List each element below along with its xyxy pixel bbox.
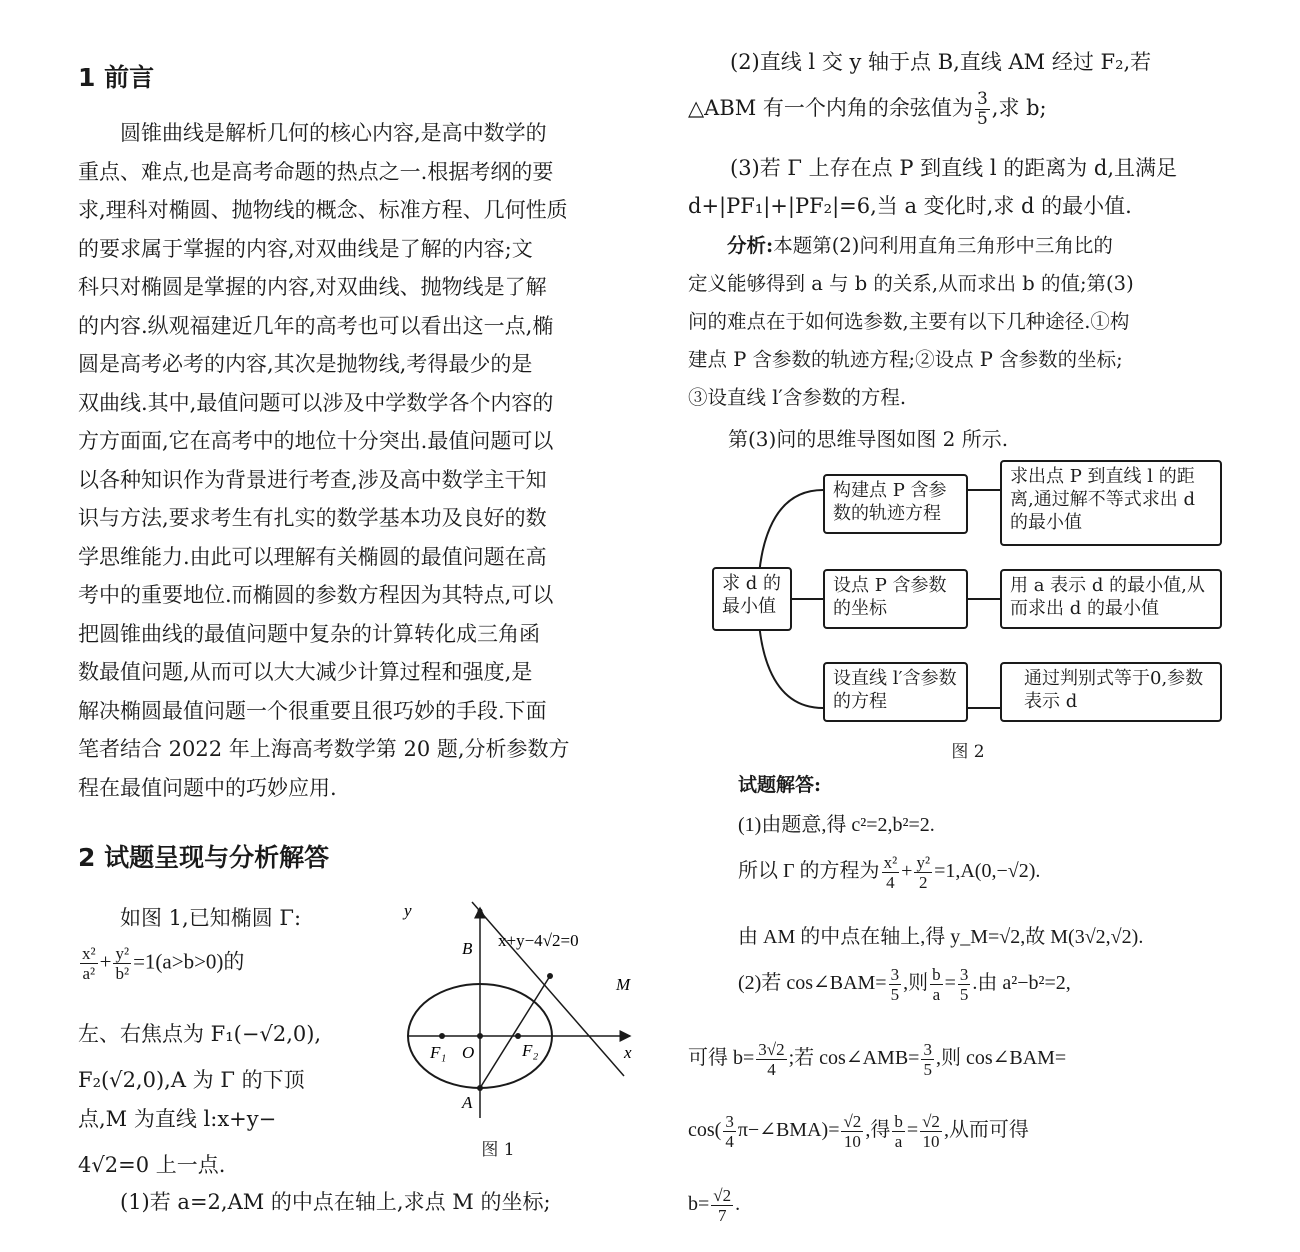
solution-line-7: b= $\frac{√2}{7}$ .	[688, 1186, 741, 1225]
solution-line-1: (1)由题意,得 c²=2,b²=2.	[738, 814, 935, 836]
preface-paragraph	[78, 114, 638, 807]
fraction: $\frac{3}{5}$	[959, 965, 969, 1004]
preface-line: 学思维能力.由此可以理解有关椭圆的最值问题在高	[78, 544, 547, 569]
fraction: $\frac{3}{4}$	[725, 1112, 734, 1151]
solution-label: 试题解答:	[738, 774, 822, 796]
fraction: $\frac{√2}{7}$	[713, 1186, 732, 1225]
preface-line: 笔者结合 2022 年上海高考数学第 20 题,分析参数方	[78, 737, 570, 761]
label-x: x	[624, 1043, 632, 1062]
problem-text-line-3: 左、右焦点为 F₁(−√2,0),	[78, 1022, 322, 1046]
label-A: A	[462, 1093, 473, 1112]
solution-line-5: 可得 b= $\frac{3√2}{4}$ ;若 cos∠AMB= $\frac{3}{5}$ ,则 cos∠BAM=	[688, 1040, 1067, 1079]
figure-1-caption: 图 1	[481, 1140, 515, 1160]
preface-line: 圆是高考必考的内容,其次是抛物线,考得最少的是	[78, 352, 533, 376]
section-heading-preface: 1 前言	[78, 63, 155, 92]
question-3-line-2: d+|PF₁|+|PF₂|=6,当 a 变化时,求 d 的最小值.	[688, 194, 1132, 218]
preface-line: 程在最值问题中的巧妙应用.	[78, 775, 337, 800]
analysis-line-1: 分析:本题第(2)问利用直角三角形中三角比的	[727, 234, 1113, 257]
mindmap-result-1: 求出点 P 到直线 l 的距离,通过解不等式求出 d 的最小值	[1000, 460, 1222, 546]
preface-line: 识与方法,要求考生有扎实的数学基本功及良好的数	[78, 506, 547, 530]
label-O: O	[462, 1043, 475, 1062]
label-B: B	[462, 939, 473, 958]
problem-text-line-4: F₂(√2,0),A 为 Γ 的下顶	[78, 1068, 305, 1092]
question-1: (1)若 a=2,AM 的中点在轴上,求点 M 的坐标;	[120, 1190, 551, 1214]
point-F2	[515, 1033, 521, 1039]
point-A	[477, 1085, 483, 1091]
fraction: $\frac{b}{a}$	[932, 965, 941, 1004]
analysis-line-5: ③设直线 l′含参数的方程.	[688, 386, 907, 409]
fraction: $\frac{b}{a}$	[894, 1112, 903, 1151]
preface-line: 圆锥曲线是解析几何的核心内容,是高中数学的	[120, 121, 547, 145]
question-2-line-1: (2)直线 l 交 y 轴于点 B,直线 AM 经过 F₂,若	[730, 50, 1152, 74]
figure-2-caption: 图 2	[951, 742, 985, 762]
fraction: $\frac{3}{5}$	[976, 89, 988, 129]
mindmap-branch-3: 设直线 l′含参数的方程	[823, 662, 968, 722]
fraction: $\frac{√2}{10}$	[843, 1112, 862, 1151]
figure-1-ellipse-diagram	[400, 898, 640, 1123]
preface-line: 双曲线.其中,最值问题可以涉及中学数学各个内容的	[78, 390, 554, 415]
label-F2: F₂	[522, 1041, 539, 1060]
fraction: $\frac{3}{5}$	[923, 1040, 932, 1079]
mindmap-result-3: 通过判别式等于0,参数表示 d	[1000, 662, 1222, 722]
preface-line: 把圆锥曲线的最值问题中复杂的计算转化成三角函	[78, 621, 540, 646]
mindmap-root: 求 d 的最小值	[712, 567, 792, 631]
point-O	[477, 1033, 483, 1039]
segment-AM	[480, 976, 550, 1088]
fraction: $\frac{\text{x²}}{4}$	[883, 853, 898, 892]
point-M	[547, 973, 553, 979]
mindmap-branch-2: 设点 P 含参数的坐标	[823, 569, 968, 629]
label-M: M	[616, 975, 631, 994]
fraction: $\frac{\text{y²}}{2}$	[916, 853, 931, 892]
section-heading-problem: 2 试题呈现与分析解答	[78, 843, 330, 872]
preface-line: 重点、难点,也是高考命题的热点之一.根据考纲的要	[78, 159, 554, 184]
label-y: y	[404, 901, 412, 920]
mindmap-intro: 第(3)问的思维导图如图 2 所示.	[728, 427, 1009, 451]
preface-line: 的要求属于掌握的内容,对双曲线是了解的内容;文	[78, 236, 533, 261]
solution-line-6: cos( $\frac{3}{4}$ π−∠BMA)= $\frac{√2}{10}$ ,得 $\frac{b}{a}$ = $\frac{√2}{10}$ ,从而可得	[688, 1112, 1029, 1151]
solution-line-3: 由 AM 的中点在轴上,得 y_M=√2,故 M(3√2,√2).	[738, 926, 1144, 948]
mindmap-branch-1: 构建点 P 含参数的轨迹方程	[823, 474, 968, 534]
line-equation-label: x+y−4√2=0	[498, 931, 579, 950]
preface-line: 科只对椭圆是掌握的内容,对双曲线、抛物线是了解	[78, 275, 547, 299]
preface-line: 以各种知识作为背景进行考查,涉及高中数学主干知	[78, 467, 547, 492]
fraction: $\frac{3}{5}$	[890, 965, 900, 1004]
problem-text-line-1: 如图 1,已知椭圆 Γ:	[120, 906, 302, 930]
problem-text-line-2: $\frac{\text{x²}}{\text{a²}}$ + $\frac{\text{y²}}{\text{b²}}$ =1(a>b>0)的	[82, 944, 245, 983]
point-F1	[439, 1033, 445, 1039]
fraction: $\frac{√2}{10}$	[922, 1112, 940, 1151]
preface-line: 考中的重要地位.而椭圆的参数方程因为其特点,可以	[78, 583, 554, 607]
preface-line: 方方面面,它在高考中的地位十分突出.最值问题可以	[78, 429, 554, 453]
label-F1: F₁	[430, 1043, 447, 1062]
preface-line: 解决椭圆最值问题一个很重要且很巧妙的手段.下面	[78, 698, 547, 723]
fraction: $\frac{\text{y²}}{\text{b²}}$	[115, 944, 130, 983]
analysis-line-3: 问的难点在于如何选参数,主要有以下几种途径.①构	[688, 310, 1130, 333]
preface-line: 的内容.纵观福建近几年的高考也可以看出这一点,椭	[78, 313, 554, 338]
point-B	[478, 909, 483, 914]
preface-line: 求,理科对椭圆、抛物线的概念、标准方程、几何性质	[78, 198, 568, 222]
preface-line: 数最值问题,从而可以大大减少计算过程和强度,是	[78, 660, 533, 684]
question-2-line-2: △ABM 有一个内角的余弦值为 $\frac{3}{5}$ ,求 b;	[688, 89, 1047, 129]
problem-text-line-6: 4√2=0 上一点.	[78, 1153, 226, 1177]
analysis-line-4: 建点 P 含参数的轨迹方程;②设点 P 含参数的坐标;	[688, 348, 1123, 371]
analysis-line-2: 定义能够得到 a 与 b 的关系,从而求出 b 的值;第(3)	[688, 272, 1134, 295]
solution-line-2: 所以 Γ 的方程为 $\frac{\text{x²}}{4}$ + $\frac{\text{y²}}{2}$ =1,A(0,−√2).	[738, 853, 1041, 892]
line-l	[472, 902, 624, 1076]
fraction: $\frac{\text{x²}}{\text{a²}}$	[82, 944, 96, 983]
mindmap-result-2: 用 a 表示 d 的最小值,从而求出 d 的最小值	[1000, 569, 1222, 629]
fraction: $\frac{3√2}{4}$	[758, 1040, 785, 1079]
problem-text-line-5: 点,M 为直线 l:x+y−	[78, 1107, 277, 1131]
solution-line-4: (2)若 cos∠BAM= $\frac{3}{5}$ ,则 $\frac{b}{a}$ = $\frac{3}{5}$ .由 a²−b²=2,	[738, 965, 1071, 1004]
question-3-line-1: (3)若 Γ 上存在点 P 到直线 l 的距离为 d,且满足	[730, 156, 1178, 180]
